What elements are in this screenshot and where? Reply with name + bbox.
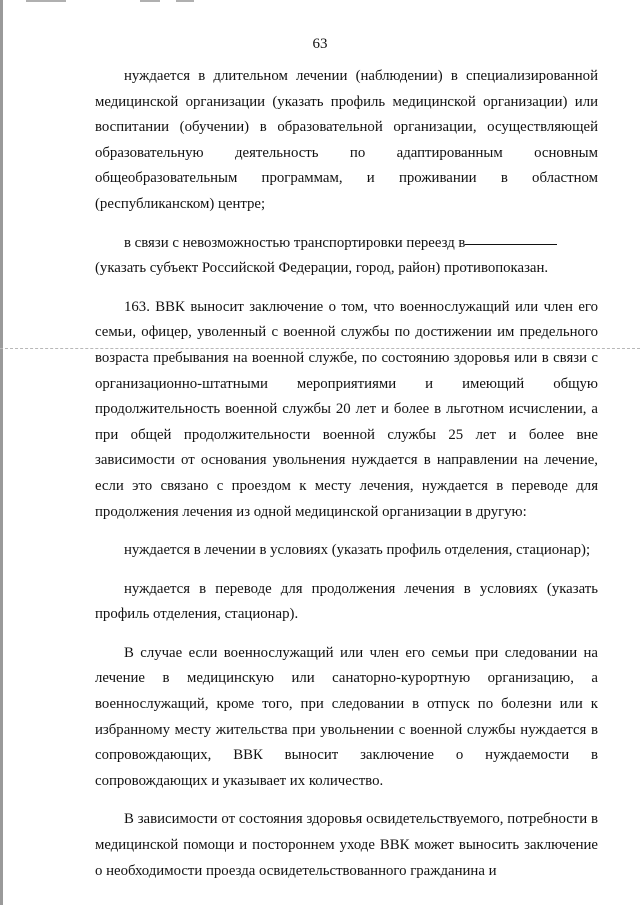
scan-mark	[140, 0, 160, 2]
paragraph: В зависимости от состояния здоровья освидетельствуемого, потребности в медицинской помощи и постороннем уходе ВВК может выносить заключение о необходимости проезда освидетельствованного гражданина и	[95, 811, 598, 879]
blank-line	[465, 243, 557, 245]
paragraph: нуждается в лечении в условиях (указать профиль отделения, стационар);	[124, 542, 591, 559]
paragraph: нуждается в длительном лечении (наблюдении) в специализированной медицинской организации (указать профиль медицинской организации) или воспитании (обучении) в образовательной организации, осуществляющей образовательную деятельность по адаптированным основным общеобразовательным программам, и проживании в областном (республиканском) центре;	[95, 68, 598, 212]
paragraph: 163. ВВК выносит заключение о том, что военнослужащий или член его семьи, офицер, уволенный с военной службы по достижении им предельного возраста пребывания на военной службе, по состоянию здоровья или в связи с организационно-штатными мероприятиями и имеющий общую продолжительность военной службы 20 лет и более в льготном исчислении, а при общей продолжительности военной службы 25 лет и более вне зависимости от основания увольнения нуждается в направлении на лечение, если это связано с проездом к месту лечения, нуждается в переводе для продолжения лечения из одной медицинской организации в другую:	[95, 298, 598, 520]
paragraph-text: в связи с невозможностью транспортировки переезд в	[124, 234, 466, 251]
scan-mark	[26, 0, 66, 2]
paragraph: нуждается в переводе для продолжения лечения в условиях (указать профиль отделения, стационар).	[95, 580, 598, 623]
paragraph: В случае если военнослужащий или член его семьи при следовании на лечение в медицинскую или санаторно-курортную организацию, а военнослужащий, кроме того, при следовании в отпуск по болезни или к избранному месту жительства при увольнении с военной службы нуждается в сопровождающих, ВВК выносит заключение о нуждаемости в сопровождающих и указывает их количество.	[95, 644, 598, 789]
document-body	[95, 64, 598, 884]
paragraph: (указать субъект Российской Федерации, город, район) противопоказан.	[95, 260, 549, 277]
scan-edge	[0, 0, 3, 905]
page-number: 63	[312, 36, 328, 52]
scan-mark	[176, 0, 194, 2]
paragraph	[95, 231, 598, 257]
